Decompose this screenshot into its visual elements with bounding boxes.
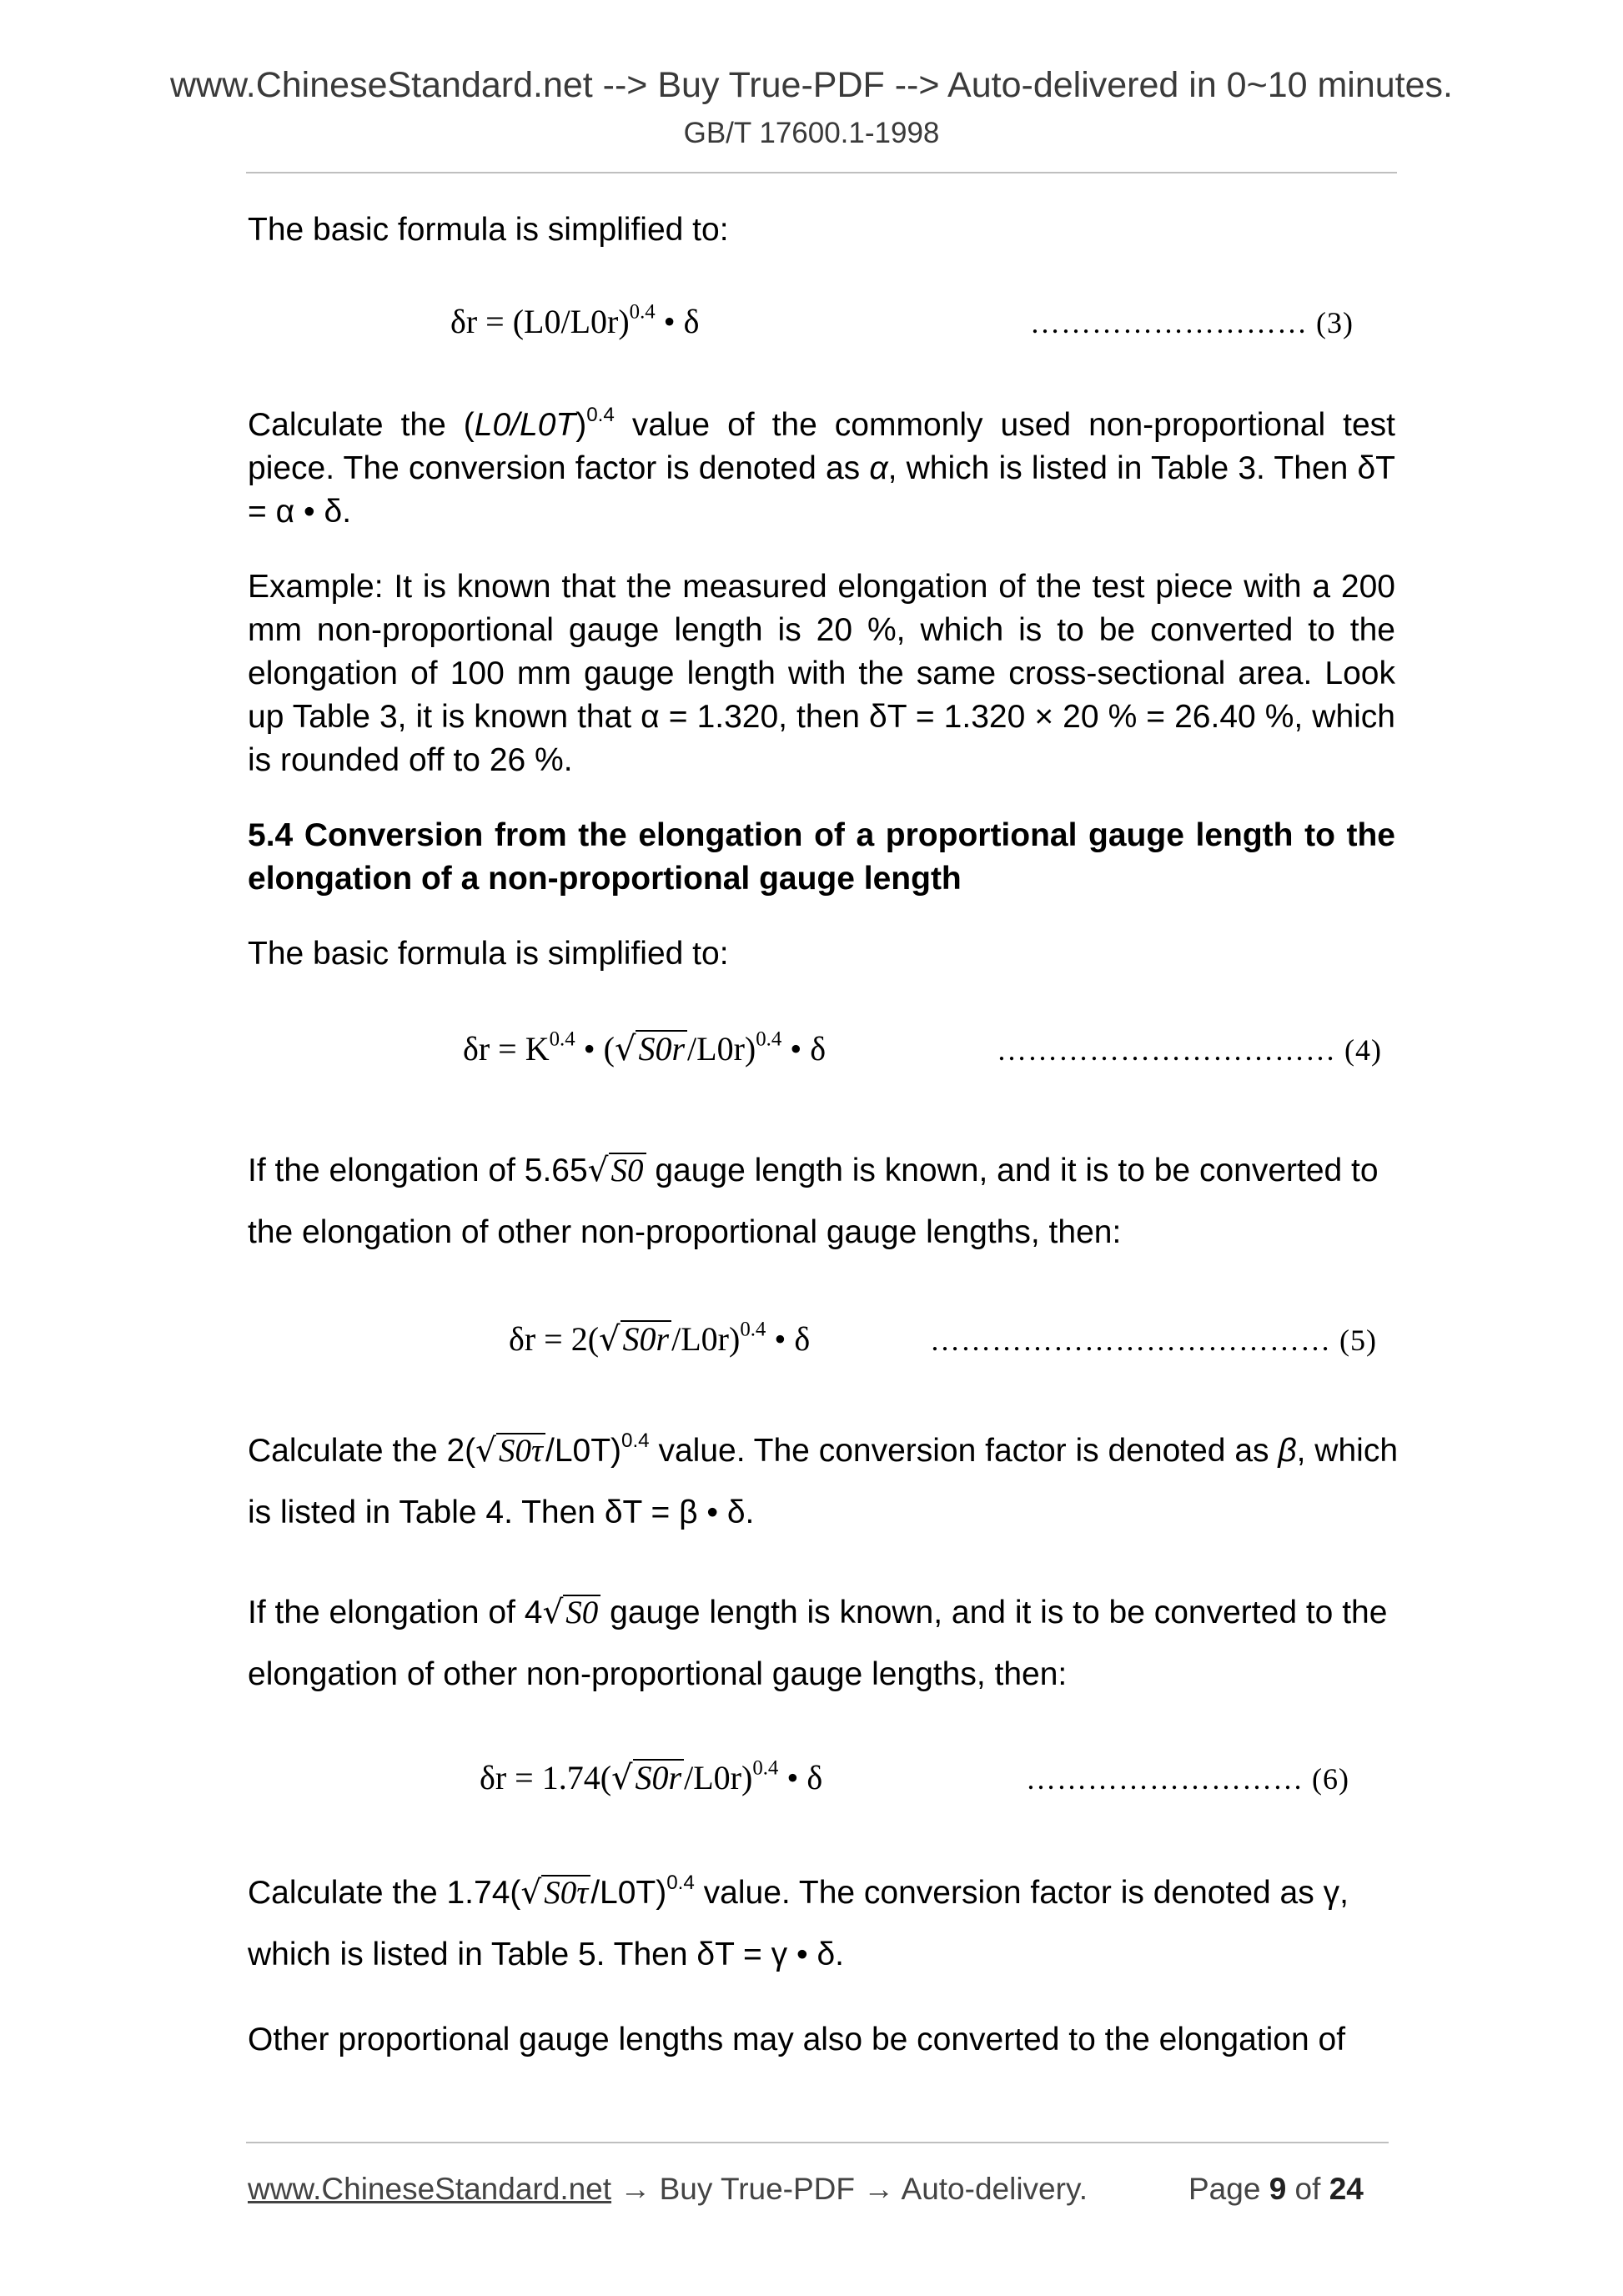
page-number: Page 9 of 24 xyxy=(1188,2172,1364,2206)
paragraph-4-line-2: elongation of other non-proportional gauge lengths, then: xyxy=(248,1656,1068,1692)
paragraph-formula-intro-2: The basic formula is simplified to: xyxy=(248,936,729,972)
paragraph-gamma-line-1: Calculate the $1.74(√S0\tau/L0T)^{0.4}$ value. The conversion factor is denoted as γ, xyxy=(248,1871,1349,1912)
equation-6-number: ……………………… (6) xyxy=(1026,1762,1349,1796)
paragraph-5-65-line-1: If the elongation of 5.65√S0 gauge length is known, and it is to be converted to xyxy=(248,1152,1379,1189)
header-banner: www.ChineseStandard.net --> Buy True-PDF --> Auto-delivered in 0~10 minutes. xyxy=(169,65,1453,105)
footer-divider xyxy=(246,2142,1389,2143)
equation-3: $\delta r = (L0/L0r)^{0.4}$ • δ xyxy=(450,300,700,340)
header-divider xyxy=(246,172,1397,173)
paragraph-example: Example: It is known that the measured elongation of the test piece with a 200 mm non-proportional gauge length is 20 %, which is to be converted to the elongation of 100 mm gauge length with the same cross-sectional area. Look up Table 3, it is known that α = 1.320, then δT = 1.320 × 20 % = 26.40 %, which is rounded off to 26 %. xyxy=(248,569,1395,778)
paragraph-other-gauge: Other proportional gauge lengths may also be converted to the elongation of xyxy=(248,2022,1346,2057)
footer-left: www.ChineseStandard.net → Buy True-PDF → Auto-delivery. xyxy=(248,2172,1088,2206)
paragraph-5-65-line-2: the elongation of other non-proportional gauge lengths, then: xyxy=(248,1214,1122,1250)
footer-link[interactable]: www.ChineseStandard.net xyxy=(248,2172,612,2206)
paragraph-beta-line-1: Calculate the $2(√S0\tau/L0T)^{0.4}$ value. The conversion factor is denoted as β, which xyxy=(248,1429,1399,1470)
equation-3-number: ……………………… (3) xyxy=(1030,306,1354,339)
paragraph-gamma-line-2: which is listed in Table 5. Then δT = γ • δ. xyxy=(248,1937,845,1972)
paragraph-4-line-1: If the elongation of 4√S0 gauge length is known, and it is to be converted to the xyxy=(248,1594,1388,1631)
equation-4: $\delta r = K^{0.4}$ • $(√S0r/L0r)^{0.4}$ • δ xyxy=(463,1027,827,1068)
paragraph-alpha-factor: Calculate the $(L0/L0T)^{0.4}$ value of the commonly used non-proportional test piece. The conversion factor is denoted as α, which is listed in Table 3. Then δT = α • δ. xyxy=(248,404,1395,530)
equation-6: $\delta r = 1.74(√S0r/L0r)^{0.4}$ • δ xyxy=(480,1756,823,1797)
paragraph-formula-intro-1: The basic formula is simplified to: xyxy=(248,212,729,248)
equation-5: $\delta r = 2(√S0r/L0r)^{0.4}$ • δ xyxy=(509,1318,811,1359)
paragraph-beta-line-2: is listed in Table 4. Then δT = β • δ. xyxy=(248,1495,755,1530)
section-heading-5-4: 5.4 Conversion from the elongation of a proportional gauge length to the elongation of a non-proportional gauge length xyxy=(248,817,1395,897)
equation-5-number: ………………………………… (5) xyxy=(930,1324,1377,1357)
equation-4-number: …………………………… (4) xyxy=(997,1033,1382,1067)
standard-number: GB/T 17600.1-1998 xyxy=(683,117,940,149)
